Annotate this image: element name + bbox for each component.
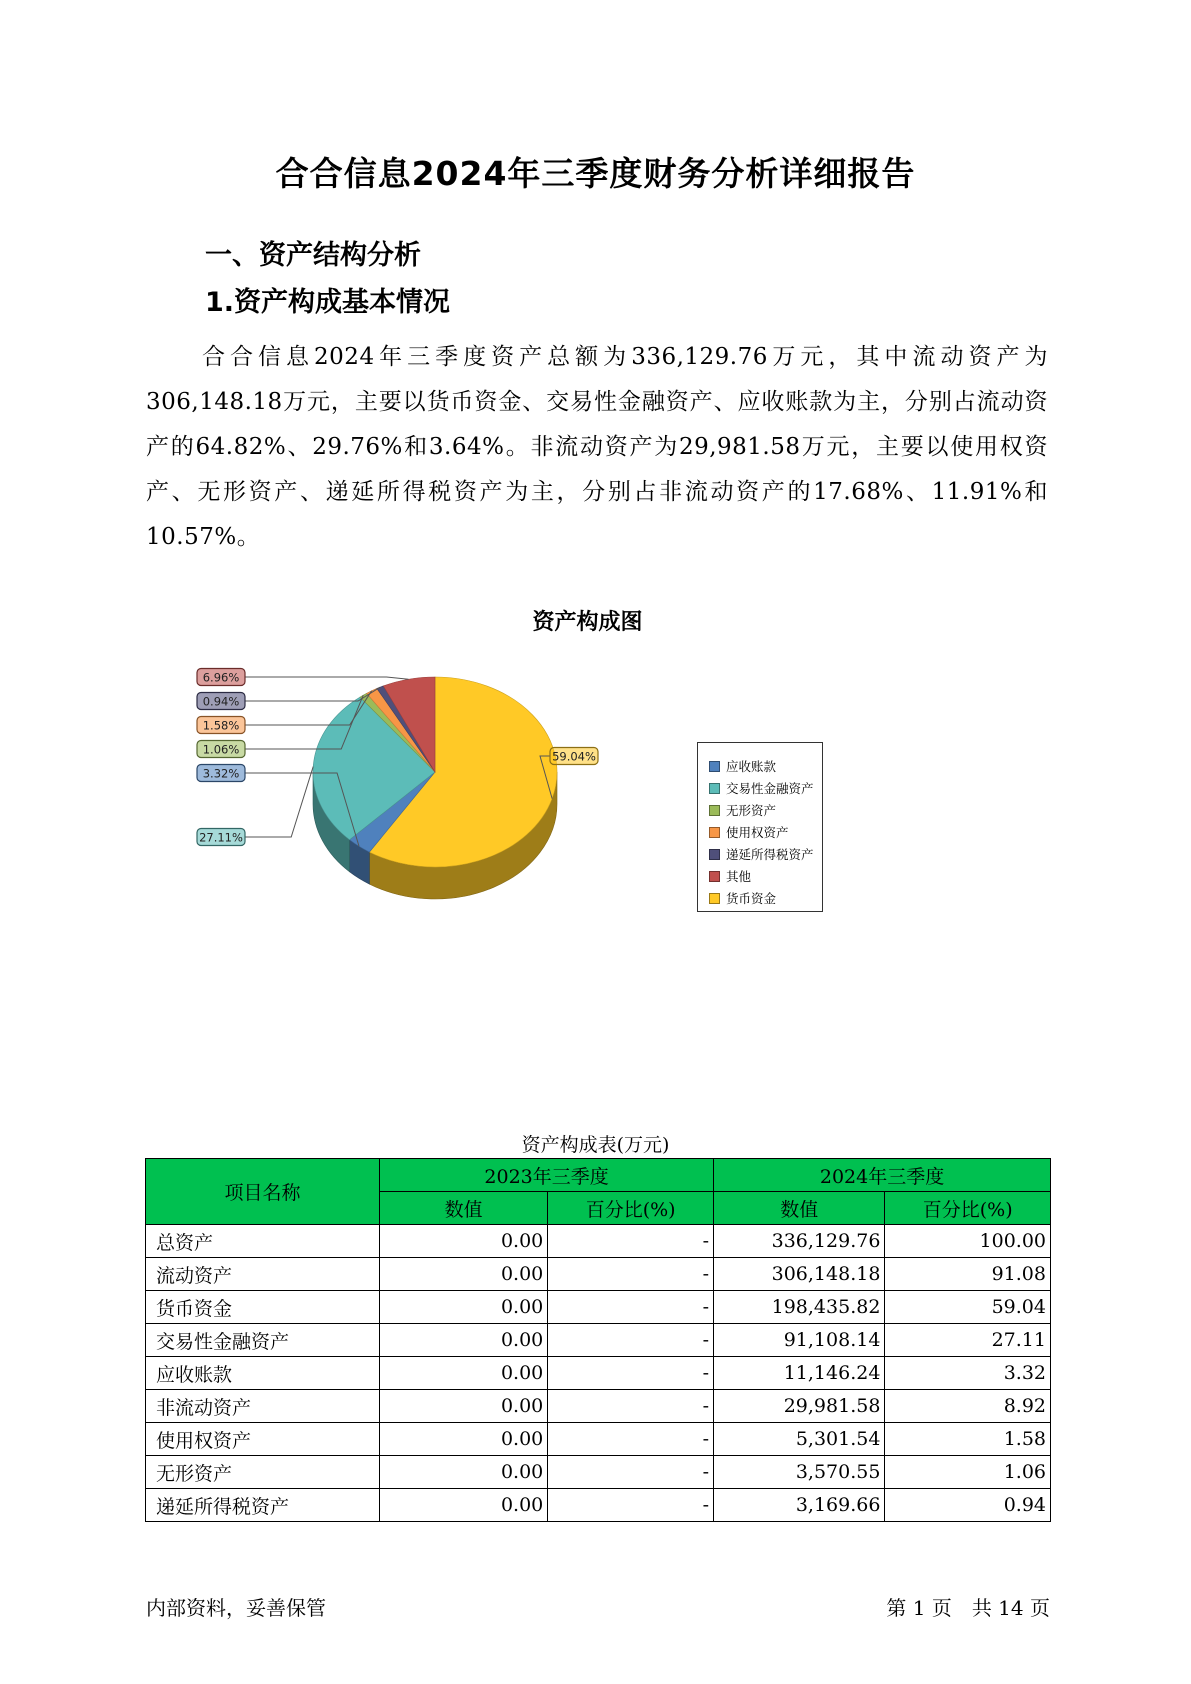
- asset-table: [145, 1158, 1051, 1522]
- legend-item: [709, 843, 822, 865]
- row-pct-2023: -: [548, 1357, 714, 1390]
- table-row: [146, 1258, 1051, 1291]
- legend-swatch: [709, 805, 720, 816]
- page-title: 合合信息2024年三季度财务分析详细报告: [275, 154, 916, 193]
- row-name: 交易性金融资产: [146, 1324, 380, 1357]
- legend-item: [709, 777, 822, 799]
- legend-item: [709, 865, 822, 887]
- row-value-2024: 11,146.24: [714, 1357, 885, 1390]
- legend-item: [709, 821, 822, 843]
- legend-label: 交易性金融资产: [726, 781, 814, 796]
- row-pct-2024: 3.32: [885, 1357, 1051, 1390]
- data-label: 6.96%: [202, 670, 240, 685]
- table-row: [146, 1357, 1051, 1390]
- row-value-2024: 306,148.18: [714, 1258, 885, 1291]
- row-name: 无形资产: [146, 1456, 380, 1489]
- row-pct-2024: 8.92: [885, 1390, 1051, 1423]
- table-body: [146, 1225, 1051, 1522]
- footer-page-number: 第 1 页 共 14 页: [886, 1596, 1050, 1620]
- table-row: [146, 1423, 1051, 1456]
- legend-label: 应收账款: [726, 759, 777, 774]
- header-item-name: 项目名称: [146, 1159, 380, 1225]
- row-pct-2023: -: [548, 1423, 714, 1456]
- row-name: 递延所得税资产: [146, 1489, 380, 1522]
- row-value-2024: 3,570.55: [714, 1456, 885, 1489]
- table-row: [146, 1291, 1051, 1324]
- row-pct-2023: -: [548, 1291, 714, 1324]
- row-value-2023: 0.00: [380, 1258, 548, 1291]
- row-value-2024: 198,435.82: [714, 1291, 885, 1324]
- row-value-2023: 0.00: [380, 1291, 548, 1324]
- data-label: 1.58%: [202, 718, 240, 733]
- footer-confidential: 内部资料，妥善保管: [146, 1596, 326, 1620]
- row-value-2024: 91,108.14: [714, 1324, 885, 1357]
- table-row: [146, 1390, 1051, 1423]
- row-pct-2024: 1.06: [885, 1456, 1051, 1489]
- header-value-2024: 数值: [714, 1192, 885, 1225]
- legend-label: 货币资金: [726, 891, 777, 906]
- row-pct-2024: 1.58: [885, 1423, 1051, 1456]
- row-value-2024: 336,129.76: [714, 1225, 885, 1258]
- row-name: 货币资金: [146, 1291, 380, 1324]
- leader-line: [245, 677, 409, 679]
- header-period-2024: 2024年三季度: [714, 1159, 1051, 1192]
- chart-title-wrap: [0, 605, 1191, 636]
- body-paragraph: 合合信息2024年三季度资产总额为336,129.76万元，其中流动资产为306,148.18万元，主要以货币资金、交易性金融资产、应收账款为主，分别占流动资产的64.82%、29.76%和3.64%。非流动资产为29,981.58万元，主要以使用权资产、无形资产、递延所得税资产为主，分别占非流动资产的17.68%、11.91%和10.57%。: [146, 344, 1048, 550]
- legend-swatch: [709, 761, 720, 772]
- row-name: 流动资产: [146, 1258, 380, 1291]
- chart-title: 资产构成图: [532, 610, 643, 635]
- data-label: 27.11%: [199, 830, 243, 845]
- legend-swatch: [709, 783, 720, 794]
- row-pct-2024: 27.11: [885, 1324, 1051, 1357]
- pie-chart: [195, 660, 675, 920]
- row-pct-2023: -: [548, 1456, 714, 1489]
- row-pct-2024: 59.04: [885, 1291, 1051, 1324]
- row-value-2023: 0.00: [380, 1324, 548, 1357]
- data-label: 3.32%: [202, 766, 240, 781]
- section-heading: 一、资产结构分析: [205, 240, 421, 271]
- row-pct-2023: -: [548, 1390, 714, 1423]
- leader-line: [245, 767, 313, 837]
- row-name: 使用权资产: [146, 1423, 380, 1456]
- legend-swatch: [709, 871, 720, 882]
- row-pct-2023: -: [548, 1489, 714, 1522]
- legend-label: 使用权资产: [726, 825, 789, 840]
- row-value-2023: 0.00: [380, 1456, 548, 1489]
- legend-label: 其他: [726, 869, 752, 884]
- legend-swatch: [709, 893, 720, 904]
- legend-item: [709, 887, 822, 909]
- row-pct-2023: -: [548, 1258, 714, 1291]
- row-value-2024: 5,301.54: [714, 1423, 885, 1456]
- header-period-2023: 2023年三季度: [380, 1159, 714, 1192]
- legend-item: [709, 755, 822, 777]
- legend-label: 递延所得税资产: [726, 847, 814, 862]
- row-pct-2023: -: [548, 1324, 714, 1357]
- data-label: 59.04%: [552, 749, 596, 764]
- table-row: [146, 1489, 1051, 1522]
- header-value-2023: 数值: [380, 1192, 548, 1225]
- row-value-2023: 0.00: [380, 1423, 548, 1456]
- row-pct-2024: 0.94: [885, 1489, 1051, 1522]
- header-pct-2024: 百分比(%): [885, 1192, 1051, 1225]
- header-pct-2023: 百分比(%): [548, 1192, 714, 1225]
- table-row: [146, 1456, 1051, 1489]
- row-value-2024: 3,169.66: [714, 1489, 885, 1522]
- legend-label: 无形资产: [726, 803, 777, 818]
- row-value-2023: 0.00: [380, 1225, 548, 1258]
- legend-swatch: [709, 827, 720, 838]
- row-pct-2024: 100.00: [885, 1225, 1051, 1258]
- table-caption: 资产构成表(万元): [521, 1134, 670, 1156]
- row-name: 总资产: [146, 1225, 380, 1258]
- chart-legend: [697, 742, 823, 912]
- legend-item: [709, 799, 822, 821]
- legend-swatch: [709, 849, 720, 860]
- row-pct-2023: -: [548, 1225, 714, 1258]
- row-value-2023: 0.00: [380, 1390, 548, 1423]
- row-value-2023: 0.00: [380, 1357, 548, 1390]
- row-name: 应收账款: [146, 1357, 380, 1390]
- data-label: 1.06%: [202, 742, 240, 757]
- row-value-2023: 0.00: [380, 1489, 548, 1522]
- table-row: [146, 1324, 1051, 1357]
- data-label: 0.94%: [202, 694, 240, 709]
- table-row: [146, 1225, 1051, 1258]
- row-name: 非流动资产: [146, 1390, 380, 1423]
- row-pct-2024: 91.08: [885, 1258, 1051, 1291]
- row-value-2024: 29,981.58: [714, 1390, 885, 1423]
- subsection-heading: 1.资产构成基本情况: [205, 287, 451, 318]
